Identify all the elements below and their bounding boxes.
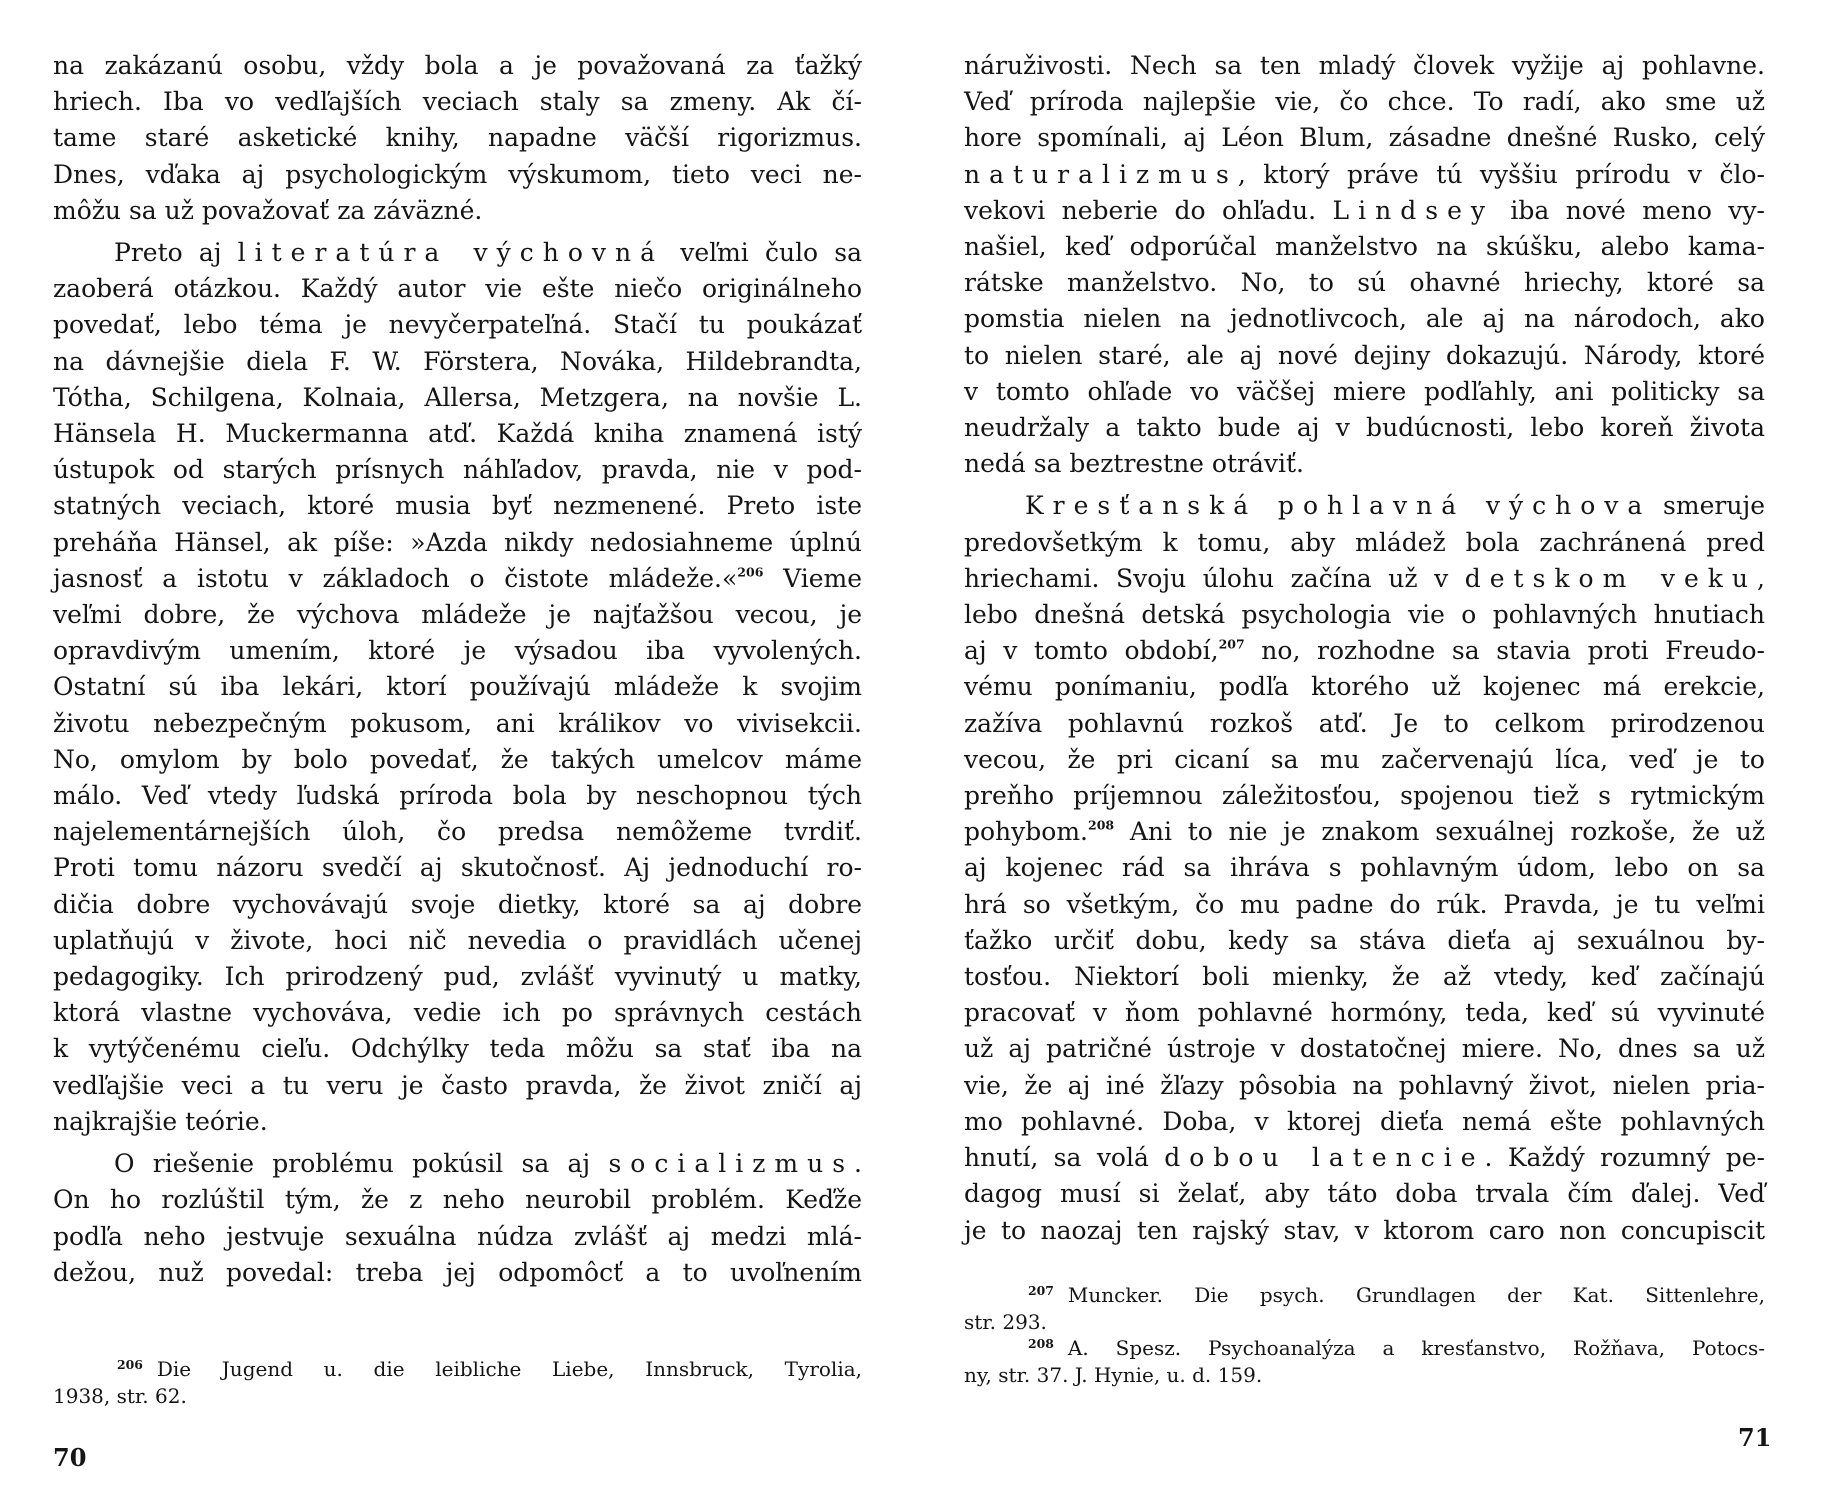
text-line (964, 706, 1765, 742)
text-line (964, 995, 1765, 1031)
text-segment: veľmi čulo sa (664, 238, 863, 268)
text-segment: vekovi neberie do ohľadu. (964, 195, 1333, 225)
text-line (53, 235, 862, 271)
text-line (53, 452, 862, 488)
text-line (53, 742, 862, 778)
text-segment: Ani to nie je znakom sexuálnej rozkoše, že už (1114, 817, 1765, 847)
text-segment: opravdivým umením, ktoré je výsadou iba vyvolených. (53, 636, 862, 666)
emphasized-spaced-text: Lindsey (1332, 195, 1494, 225)
text-line (964, 488, 1765, 524)
emphasized-spaced-text: socializmus (608, 1149, 855, 1179)
text-line (53, 48, 862, 84)
text-line (53, 995, 862, 1031)
text-segment: Proti tomu názoru svedčí aj skutočnosť. Aj jednoduchí ro- (53, 853, 862, 883)
footnote-line (964, 1282, 1765, 1309)
text-segment: lebo dnešná detská psychologia vie o pohlavných hnutiach (964, 600, 1765, 630)
right-page-footnotes (964, 1282, 1765, 1388)
text-segment: tame staré asketické knihy, napadne väčší rigorizmus. (53, 123, 862, 153)
text-segment: na zakázanú osobu, vždy bola a je považovaná za ťažký (53, 51, 862, 80)
text-line (53, 1146, 862, 1182)
text-segment: povedať, lebo téma je nevyčerpateľná. Stačí tu poukázať (53, 310, 862, 340)
text-line (53, 307, 862, 343)
footnote-reference: 207 (1218, 636, 1245, 652)
text-line (964, 84, 1765, 120)
text-line (53, 778, 862, 814)
text-line (964, 1068, 1765, 1104)
text-segment: predovšetkým k tomu, aby mládež bola zachránená pred (964, 527, 1765, 557)
text-line (964, 597, 1765, 633)
text-segment: náruživosti. Nech sa ten mladý človek vyžije aj pohlavne. (964, 51, 1765, 80)
emphasized-spaced-text: literatúra výchovná (237, 238, 665, 268)
text-segment: v tomto ohľade vo väčšej miere podľahly, ani politicky sa (964, 376, 1765, 406)
text-segment: veľmi dobre, že výchova mládeže je najťažšou vecou, je (53, 600, 862, 630)
text-segment: . (854, 1149, 862, 1179)
text-segment: smeruje (1651, 491, 1765, 521)
text-line (53, 850, 862, 886)
text-segment: dežou, nuž povedal: treba jej odpomôcť a to uvoľnením (53, 1257, 862, 1287)
text-segment: uplatňujú v živote, hoci nič nevedia o pravidlách učenej (53, 925, 862, 955)
text-line (964, 1140, 1765, 1176)
footnote-number: 207 (1028, 1282, 1054, 1298)
text-segment: nedá sa beztrestne otráviť. (964, 449, 1304, 479)
text-line (53, 120, 862, 156)
footnote-text: str. 293. (964, 1309, 1047, 1334)
text-line (964, 229, 1765, 265)
footnote-text: A. Spesz. Psychoanalýza a kresťanstvo, Rožňava, Potocs- (1067, 1336, 1765, 1360)
text-segment: Vieme (763, 563, 863, 593)
text-line (964, 48, 1765, 84)
text-line (53, 1104, 862, 1140)
text-line (964, 1176, 1765, 1212)
text-line (53, 84, 862, 120)
text-line (53, 488, 862, 524)
text-line (53, 1068, 862, 1104)
text-line (964, 814, 1765, 850)
text-segment: preňho príjemnou záležitosťou, spojenou tiež s rytmickým (964, 781, 1765, 811)
text-segment: je to naozaj ten rajský stav, v ktorom caro non concupiscit (964, 1215, 1765, 1245)
text-segment: statných veciach, ktoré musia byť nezmenené. Preto iste (53, 491, 862, 521)
text-segment: Dnes, vďaka aj psychologickým výskumom, tieto veci ne- (53, 159, 862, 189)
text-segment: iba nové meno vy- (1493, 195, 1765, 225)
text-line (964, 923, 1765, 959)
text-line (964, 301, 1765, 337)
text-line (53, 669, 862, 705)
text-segment: aj v tomto období, (964, 636, 1219, 666)
text-segment: On ho rozlúštil tým, že z neho neurobil problém. Keďže (53, 1185, 862, 1215)
text-segment: pomstia nielen na jednotlivcoch, ale aj na národoch, ako (964, 304, 1765, 334)
text-segment: aj kojenec rád sa ihráva s pohlavným údom, lebo on sa (964, 853, 1765, 883)
footnote-line (53, 1383, 862, 1410)
text-line (53, 1031, 862, 1067)
text-segment: môžu sa už považovať za záväzné. (53, 195, 483, 225)
text-line (964, 525, 1765, 561)
emphasized-spaced-text: naturalizmus (964, 159, 1238, 189)
text-segment: , (1757, 563, 1765, 593)
text-line (53, 157, 862, 193)
footnote-text: 1938, str. 62. (53, 1383, 187, 1408)
text-segment: mo pohlavné. Doba, v ktorej dieťa nemá ešte pohlavných (964, 1106, 1765, 1136)
text-segment: dagog musí si želať, aby táto doba trvala čím ďalej. Veď (964, 1179, 1765, 1209)
text-line (964, 778, 1765, 814)
text-line (53, 1219, 862, 1255)
footnote-line (964, 1309, 1765, 1336)
text-line (53, 959, 862, 995)
text-segment: O riešenie problému pokúsil sa aj (114, 1149, 609, 1179)
text-segment: hore spomínali, aj Léon Blum, zásadne dnešné Rusko, celý (964, 123, 1765, 153)
text-segment: ťažko určiť dobu, kedy sa stáva dieťa aj sexuálnou by- (964, 925, 1765, 955)
left-page-footnotes (53, 1356, 862, 1409)
footnote-text: ny, str. 37. J. Hynie, u. d. 159. (964, 1362, 1263, 1387)
text-segment: málo. Veď vtedy ľudská príroda bola by neschopnou tých (53, 781, 862, 811)
text-line (53, 597, 862, 633)
footnote-reference: 206 (737, 564, 764, 580)
text-segment: Preto aj (114, 238, 238, 268)
text-line (964, 410, 1765, 446)
text-line (53, 887, 862, 923)
text-line (964, 338, 1765, 374)
footnote (964, 1335, 1765, 1388)
text-line (53, 416, 862, 452)
text-segment: hriechami. Svoju úlohu začína už v (964, 563, 1465, 593)
text-segment: k vytýčenému cieľu. Odchýlky teda môžu sa stať iba na (53, 1034, 862, 1064)
text-segment: vie, že aj iné žľazy pôsobia na pohlavný život, nielen pria- (964, 1070, 1765, 1100)
text-line (964, 742, 1765, 778)
text-line (964, 374, 1765, 410)
text-line (53, 193, 862, 229)
text-line (53, 814, 862, 850)
text-segment: vému ponímaniu, podľa ktorého už kojenec má erekcie, (964, 672, 1765, 702)
text-line (964, 959, 1765, 995)
text-line (53, 1255, 862, 1291)
page-number-left: 70 (53, 1443, 87, 1472)
page-number-right: 71 (1738, 1423, 1772, 1452)
text-segment: No, omylom by bolo povedať, že takých umelcov máme (53, 744, 862, 774)
text-line (964, 1104, 1765, 1140)
text-line (964, 1213, 1765, 1249)
text-segment: najkrajšie teórie. (53, 1106, 268, 1136)
text-segment: na dávnejšie diela F. W. Förstera, Nováka, Hildebrandta, (53, 346, 862, 376)
text-segment: životu nebezpečným pokusom, ani králikov vo vivisekcii. (53, 708, 862, 738)
text-segment: zaoberá otázkou. Každý autor vie ešte niečo originálneho (53, 274, 862, 304)
text-segment: podľa neho jestvuje sexuálna núdza zvlášť aj medzi mlá- (53, 1221, 862, 1251)
footnote-line (53, 1356, 862, 1383)
footnote (964, 1282, 1765, 1335)
text-line (53, 525, 862, 561)
text-line (964, 1031, 1765, 1067)
text-segment: Hänsela H. Muckermanna atď. Každá kniha znamená istý (53, 419, 862, 449)
text-segment: hnutí, sa volá (964, 1143, 1165, 1173)
text-segment: tosťou. Niektorí boli mienky, že až vtedy, keď začínajú (964, 962, 1765, 992)
text-segment: vedľajšie veci a tu veru je často pravda, že život zničí aj (53, 1070, 862, 1100)
paragraph (964, 48, 1765, 482)
text-line (53, 380, 862, 416)
text-line (53, 1182, 862, 1218)
footnote-number: 208 (1028, 1335, 1054, 1351)
emphasized-spaced-text: dobou latencie (1164, 1143, 1485, 1173)
text-segment: preháňa Hänsel, ak píše: »Azda nikdy nedosiahneme úplnú (53, 527, 862, 557)
text-segment: pracovať v ňom pohlavné hormóny, teda, keď sú vyvinuté (964, 998, 1765, 1028)
text-line (964, 265, 1765, 301)
text-line (964, 669, 1765, 705)
text-line (964, 561, 1765, 597)
text-line (964, 850, 1765, 886)
text-segment: no, rozhodne sa stavia proti Freudo- (1244, 636, 1765, 666)
footnote-text: Die Jugend u. die leibliche Liebe, Innsbruck, Tyrolia, (156, 1357, 862, 1381)
text-line (53, 633, 862, 669)
text-segment: už aj patričné ústroje v dostatočnej miere. No, dnes sa už (964, 1034, 1765, 1064)
text-line (53, 561, 862, 597)
text-line (964, 887, 1765, 923)
left-page-body-text (53, 48, 862, 1297)
text-line (964, 633, 1765, 669)
emphasized-spaced-text: detskom veku (1464, 563, 1758, 593)
text-segment: , ktorý práve tú vyššiu prírodu v člo- (1237, 159, 1765, 189)
footnote-reference: 208 (1088, 817, 1115, 833)
text-line (964, 120, 1765, 156)
text-segment: ústupok od starých prísnych náhľadov, pravda, nie v pod- (53, 455, 862, 485)
text-line (964, 157, 1765, 193)
text-segment: našiel, keď odporúčal manželstvo na skúšku, alebo kama- (964, 232, 1765, 262)
right-page-body-text (964, 48, 1765, 1255)
text-segment: pedagogiky. Ich prirodzený pud, zvlášť vyvinutý u matky, (53, 962, 862, 992)
paragraph (964, 488, 1765, 1248)
text-segment: dičia dobre vychovávajú svoje dietky, ktoré sa aj dobre (53, 889, 862, 919)
text-line (964, 446, 1765, 482)
text-segment: to nielen staré, ale aj nové dejiny dokazujú. Národy, ktoré (964, 340, 1765, 370)
text-segment: jasnosť a istotu v základoch o čistote mládeže.« (53, 563, 738, 593)
text-segment: ktorá vlastne vychováva, vedie ich po správnych cestách (53, 998, 862, 1028)
text-segment: hrá so všetkým, čo mu padne do rúk. Pravda, je tu veľmi (964, 889, 1765, 919)
text-segment: . Každý rozumný pe- (1484, 1143, 1765, 1173)
text-segment: Veď príroda najlepšie vie, čo chce. To radí, ako sme už (964, 87, 1765, 117)
paragraph (53, 1146, 862, 1291)
text-segment: zažíva pohlavnú rozkoš atď. Je to celkom prirodzenou (964, 708, 1765, 738)
paragraph (53, 235, 862, 1140)
text-segment: najelementárnejších úloh, čo predsa nemôžeme tvrdiť. (53, 817, 862, 847)
text-line (53, 344, 862, 380)
footnote-text: Muncker. Die psych. Grundlagen der Kat. Sittenlehre, (1067, 1283, 1765, 1307)
emphasized-spaced-text: Kresťanská pohlavná výchova (1025, 491, 1652, 521)
footnote (53, 1356, 862, 1409)
text-segment: hriech. Iba vo vedľajších veciach staly sa zmeny. Ak čí- (53, 87, 862, 117)
text-segment: vecou, že pri cicaní sa mu začervenajú líca, veď je to (964, 744, 1765, 774)
text-segment: Ostatní sú iba lekári, ktorí používajú mládeže k svojim (53, 672, 862, 702)
text-line (964, 193, 1765, 229)
text-segment: pohybom. (964, 817, 1088, 847)
text-line (53, 706, 862, 742)
footnote-number: 206 (117, 1356, 143, 1372)
text-line (53, 271, 862, 307)
text-line (53, 923, 862, 959)
footnote-line (964, 1362, 1765, 1389)
text-segment: rátske manželstvo. No, to sú ohavné hriechy, ktoré sa (964, 268, 1765, 298)
text-segment: Tótha, Schilgena, Kolnaia, Allersa, Metzgera, na novšie L. (53, 382, 862, 412)
text-segment: neudržaly a takto bude aj v budúcnosti, lebo koreň života (964, 413, 1765, 443)
paragraph (53, 48, 862, 229)
footnote-line (964, 1335, 1765, 1362)
